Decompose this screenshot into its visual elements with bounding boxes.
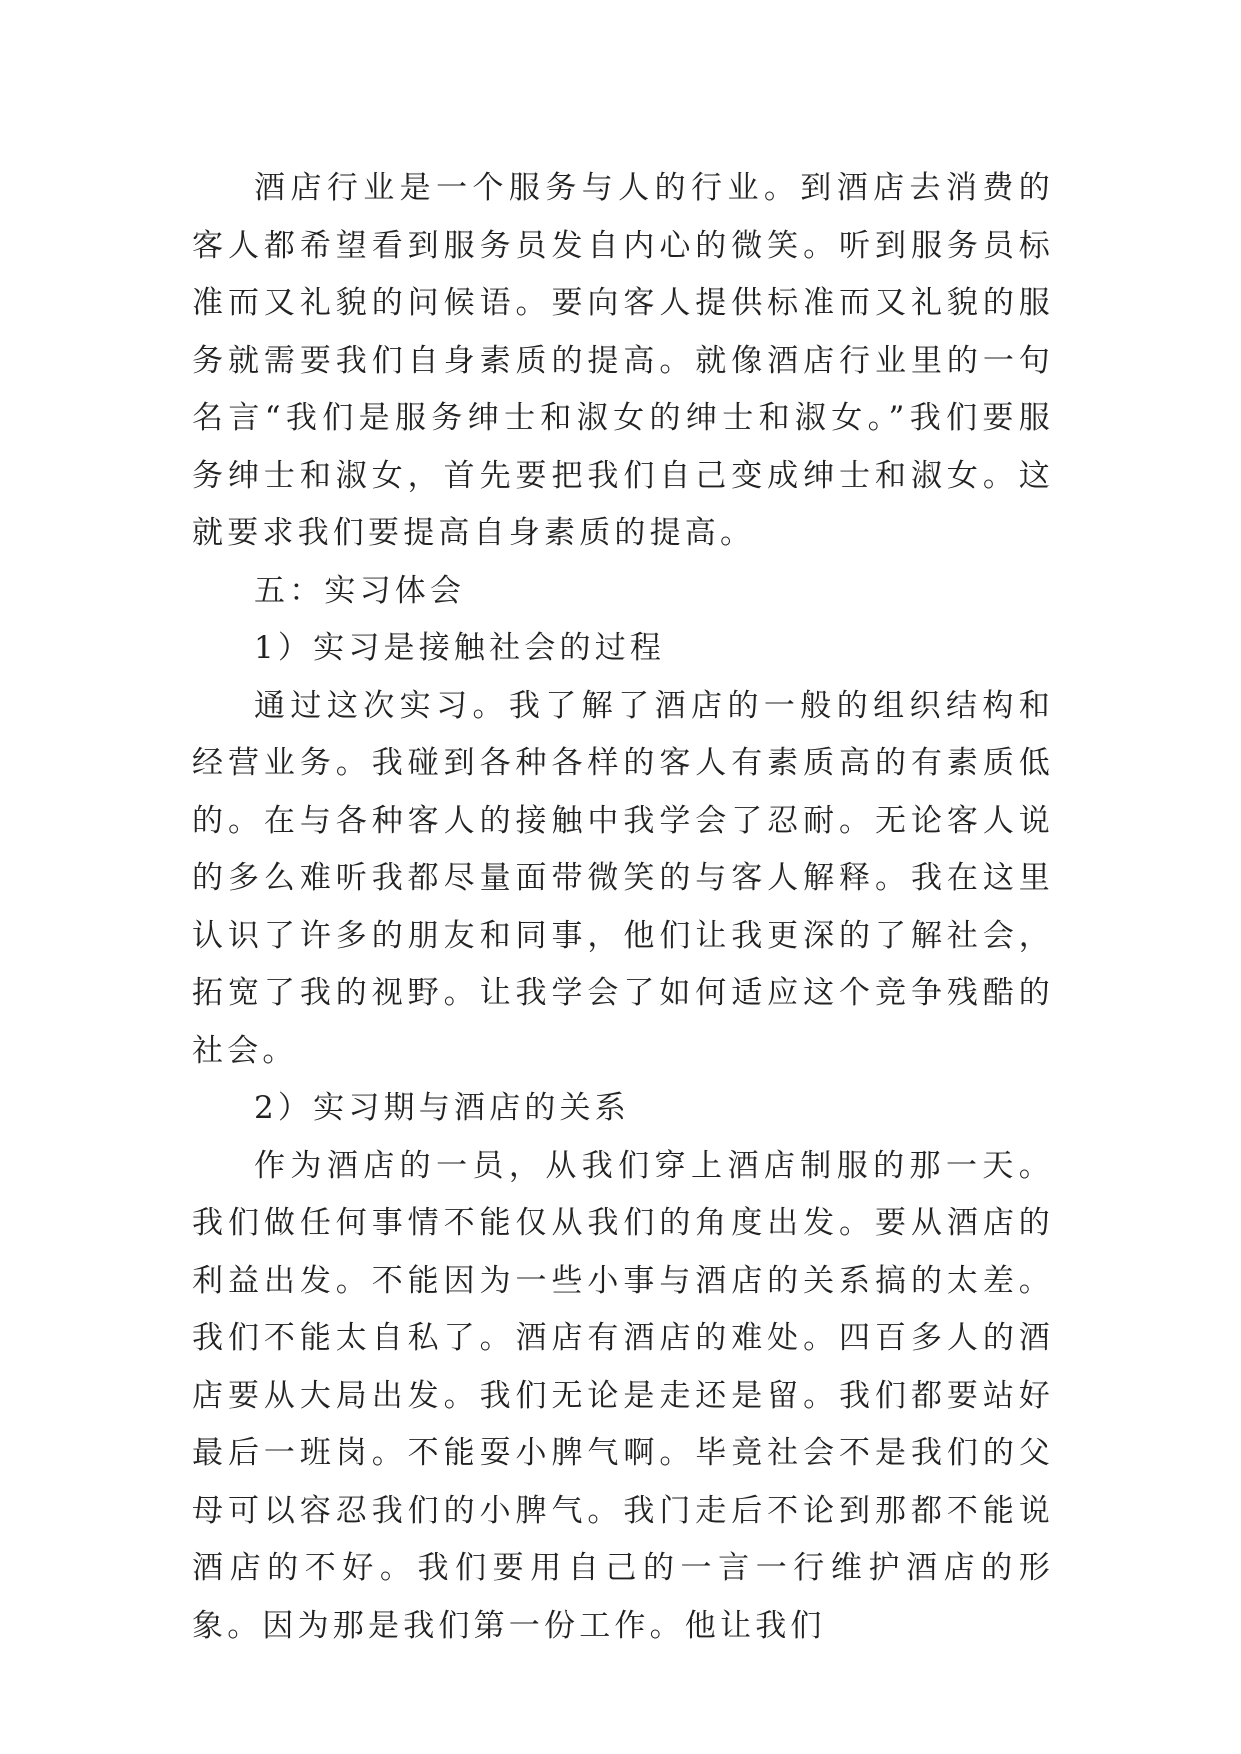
- subheading-relationship-with-hotel: 2）实习期与酒店的关系: [254, 1090, 630, 1126]
- paragraph-service-industry: 酒店行业是一个服务与人的行业。到酒店去消费的客人都希望看到服务员发自内心的微笑。听到服务员标准而又礼貌的问候语。要向客人提供标准而又礼貌的服务就需要我们自身素质的提高。就像酒店行业里的一句名言“我们是服务绅士和淑女的绅士和淑女。”我们要服务绅士和淑女，首先要把我们自己变成绅士和淑女。这就要求我们要提高自身素质的提高。: [192, 170, 1054, 551]
- section-heading-internship-experience: 五：实习体会: [254, 572, 466, 609]
- paragraph-hotel-member: 作为酒店的一员，从我们穿上酒店制服的那一天。我们做任何事情不能仅从我们的角度出发。要从酒店的利益出发。不能因为一些小事与酒店的关系搞的太差。我们不能太自私了。酒店有酒店的难处。四百多人的酒店要从大局出发。我们无论是走还是留。我们都要站好最后一班岗。不能耍小脾气啊。毕竟社会不是我们的父母可以容忍我们的小脾气。我门走后不论到那都不能说酒店的不好。我们要用自己的一言一行维护酒店的形象。因为那是我们第一份工作。他让我们: [192, 1147, 1054, 1644]
- document-body: [192, 160, 1054, 1655]
- paragraph-internship-learning: 通过这次实习。我了解了酒店的一般的组织结构和经营业务。我碰到各种各样的客人有素质高的有素质低的。在与各种客人的接触中我学会了忍耐。无论客人说的多么难听我都尽量面带微笑的与客人解释。我在这里认识了许多的朋友和同事，他们让我更深的了解社会，拓宽了我的视野。让我学会了如何适应这个竞争残酷的社会。: [192, 687, 1054, 1069]
- subheading-contact-with-society: 1）实习是接触社会的过程: [254, 630, 666, 666]
